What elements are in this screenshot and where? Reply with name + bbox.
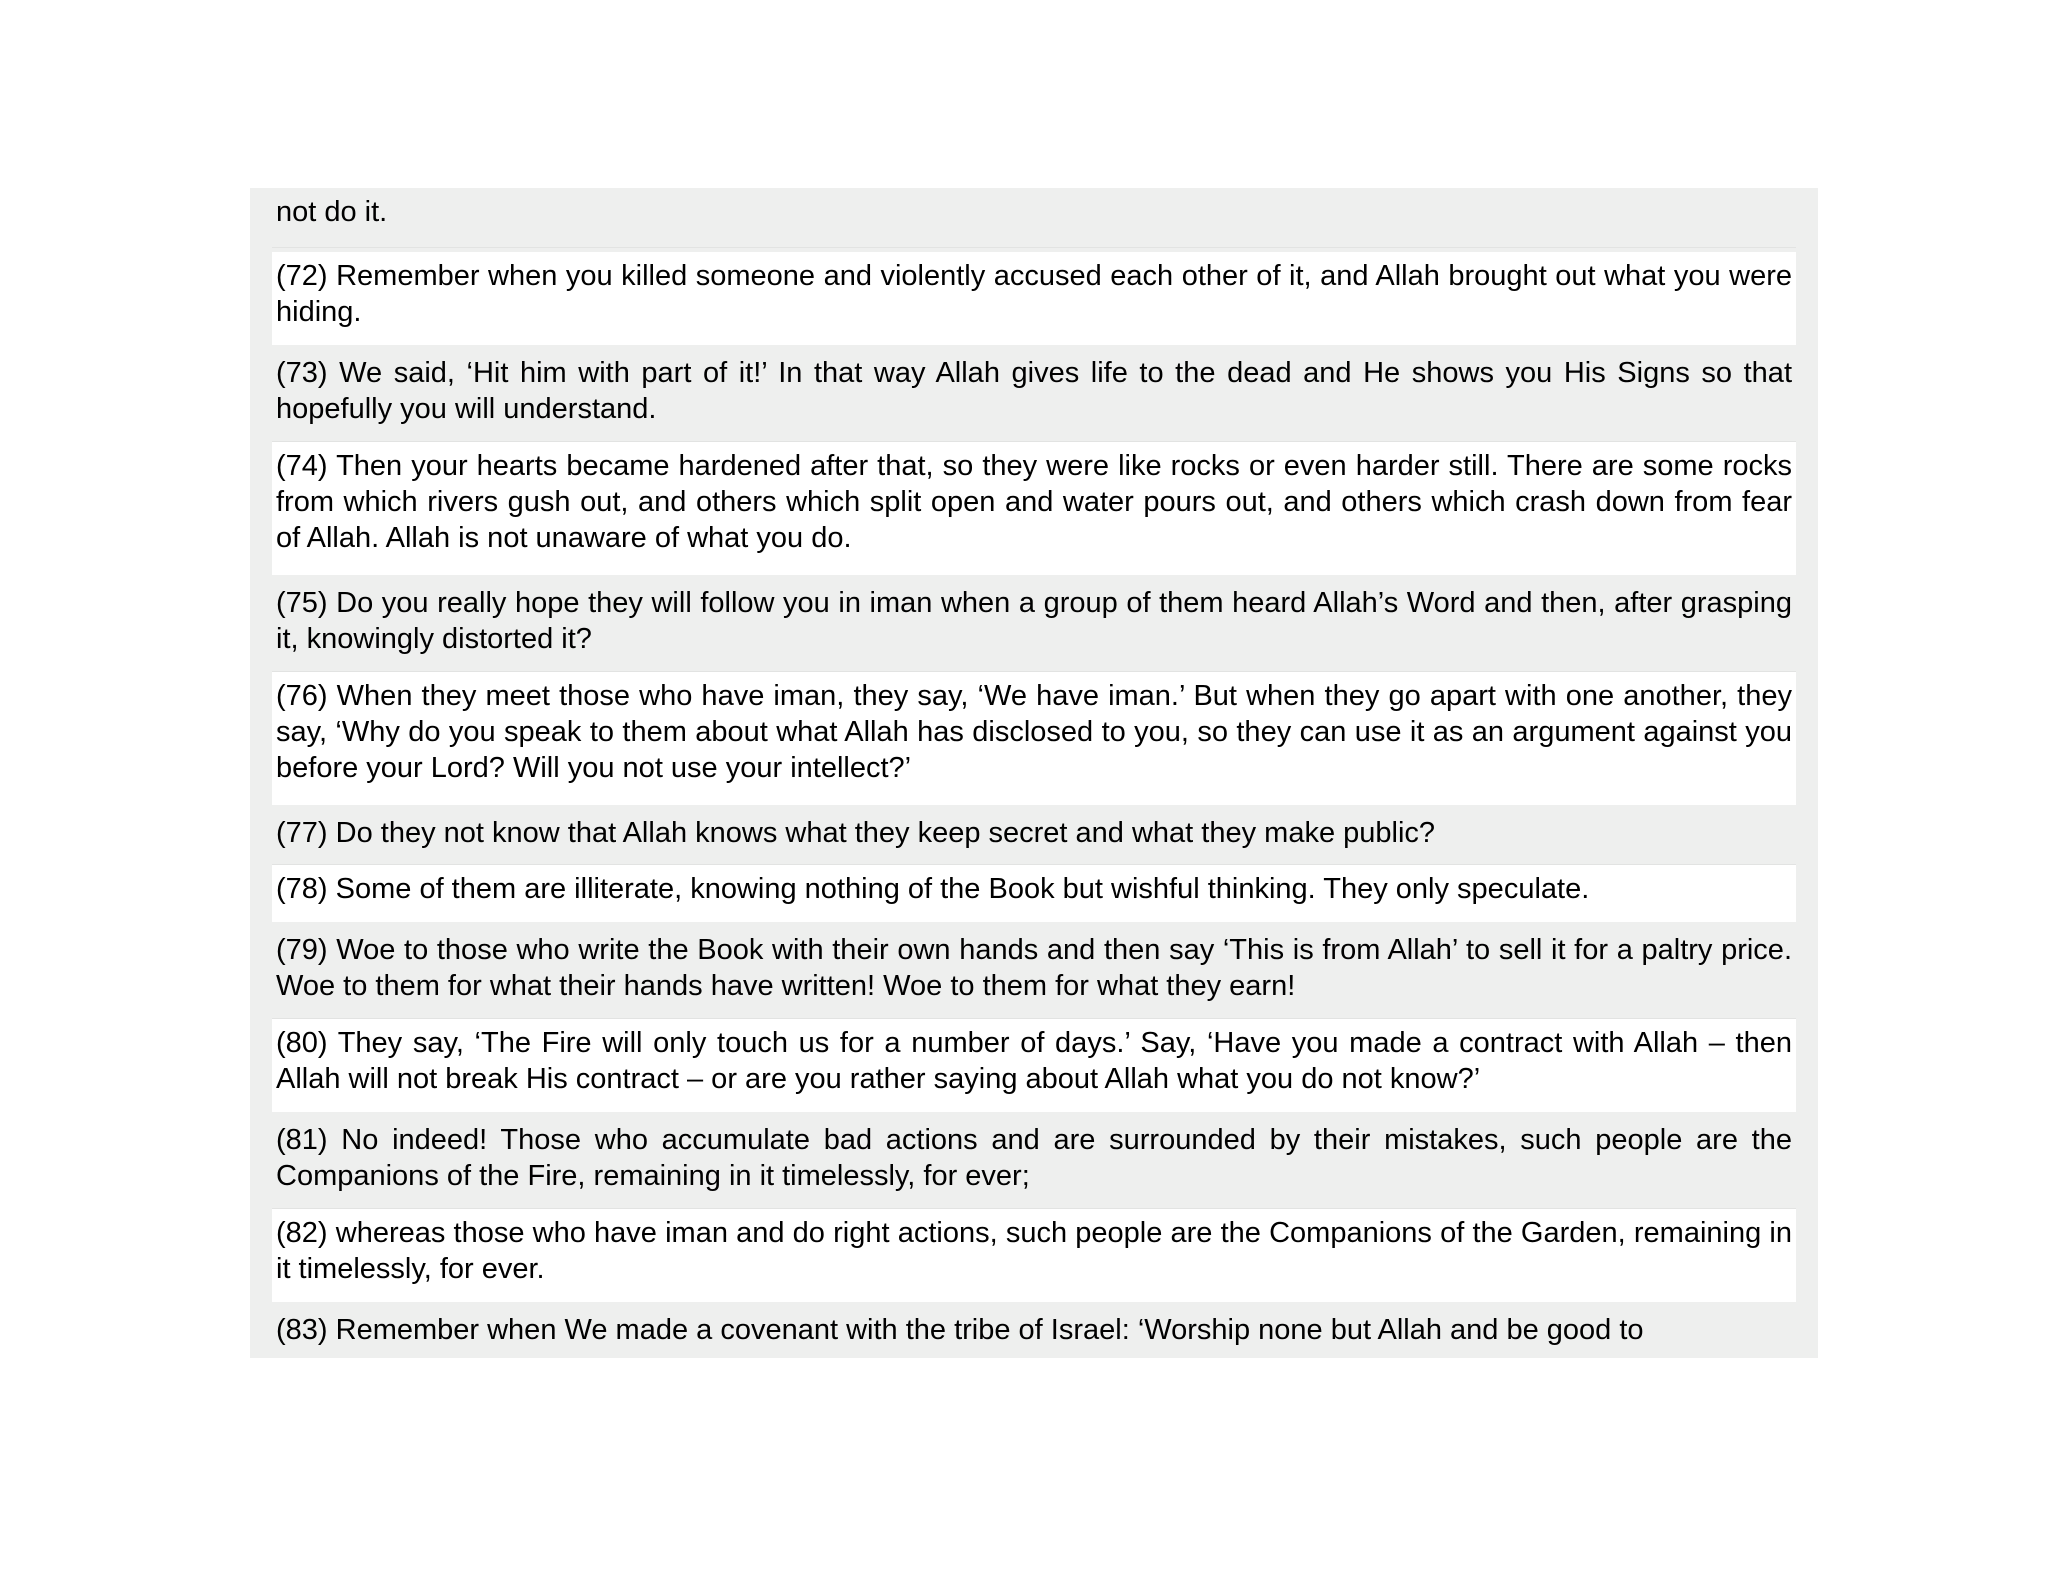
- verse-row: [272, 922, 1796, 1019]
- verse-row: [272, 345, 1796, 442]
- verse-text: (80) They say, ‘The Fire will only touch us for a number of days.’ Say, ‘Have you made a contract with Allah – then Allah will not break His contract – or are you rather saying about Allah what you do not know?’: [276, 1027, 1792, 1095]
- verse-text: (81) No indeed! Those who accumulate bad actions and are surrounded by their mistakes, such people are the Companions of the Fire, remaining in it timelessly, for ever;: [276, 1124, 1792, 1192]
- verse-row: [272, 1019, 1796, 1112]
- verse-row: [272, 1112, 1796, 1209]
- verse-text: not do it.: [276, 196, 388, 228]
- verse-text: (77) Do they not know that Allah knows what they keep secret and what they make public?: [276, 817, 1436, 849]
- verse-text: (74) Then your hearts became hardened after that, so they were like rocks or even harder still. There are some rocks from which rivers gush out, and others which split open and water pours out, and others which crash down from fear of Allah. Allah is not unaware of what you do.: [276, 450, 1792, 554]
- verse-text: (79) Woe to those who write the Book with their own hands and then say ‘This is from Allah’ to sell it for a paltry price. Woe to them for what their hands have written! Woe to them for what they earn!: [276, 934, 1792, 1002]
- verse-text: (72) Remember when you killed someone and violently accused each other of it, and Allah brought out what you were hiding.: [276, 260, 1792, 328]
- verse-text: (78) Some of them are illiterate, knowing nothing of the Book but wishful thinking. They only speculate.: [276, 873, 1590, 905]
- verse-row: [272, 575, 1796, 672]
- verse-text: (83) Remember when We made a covenant with the tribe of Israel: ‘Worship none but Allah and be good to: [276, 1314, 1644, 1346]
- row-divider: [272, 247, 1796, 248]
- verse-text: (82) whereas those who have iman and do right actions, such people are the Companions of the Garden, remaining in it timelessly, for ever.: [276, 1217, 1792, 1285]
- verse-row: [272, 1302, 1796, 1358]
- verse-row: [272, 188, 1796, 248]
- verse-text: (75) Do you really hope they will follow you in iman when a group of them heard Allah’s Word and then, after grasping it, knowingly distorted it?: [276, 587, 1792, 655]
- verse-row: [272, 865, 1796, 922]
- verse-table: [250, 188, 1818, 1358]
- verse-row: [272, 672, 1796, 805]
- verse-row: [272, 1209, 1796, 1302]
- verse-row: [272, 442, 1796, 575]
- verse-text: (76) When they meet those who have iman, they say, ‘We have iman.’ But when they go apart with one another, they say, ‘Why do you speak to them about what Allah has disclosed to you, so they can use it as an argument against you before your Lord? Will you not use your intellect?’: [276, 680, 1792, 784]
- verse-text: (73) We said, ‘Hit him with part of it!’ In that way Allah gives life to the dead and He shows you His Signs so that hopefully you will understand.: [276, 357, 1792, 425]
- verse-row: [272, 252, 1796, 345]
- verse-row: [272, 805, 1796, 865]
